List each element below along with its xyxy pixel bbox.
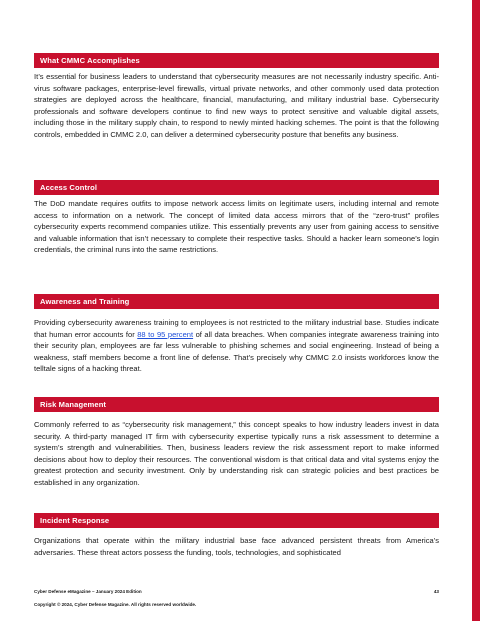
section-body-access-control: The DoD mandate requires outfits to impose network access limits on legitimate users, including internal and remote access to information on a network. The concept of limited data access mirrors that of the “zero-trust” profiles cybersecurity experts recommend companies utilize. This essentially prevents any user from gaining access to sensitive and valuable information that isn’t necessary to complete their respective tasks. Should a hacker learn someone’s login credentials, the criminal runs into the same restrictions. xyxy=(34,199,439,255)
footer-edition-row xyxy=(34,589,439,594)
footer-page-number: 43 xyxy=(433,589,439,594)
breach-statistic-link[interactable]: 88 to 95 percent xyxy=(137,329,194,339)
section-body-incident: Organizations that operate within the military industrial base face advanced persistent threats from America’s adversaries. These threat actors possess the funding, tools, technologies, and sophisticated xyxy=(34,536,439,557)
section-body-cmmc: It’s essential for business leaders to understand that cybersecurity measures are not necessarily industry specific. Anti-virus software packages, enterprise-level firewalls, virtual private networks, and other commonly used data protection strategies are deployed across the healthcare, financial, manufacturing, and military industrial base. Cybersecurity professionals and software developers continue to find new ways to protect sensitive and valuable digital assets, including those in the military supply chain, to respond to newly minted hacking schemes. The point is that the following controls, embedded in CMMC 2.0, can deliver a determined cybersecurity posture that benefits any business. xyxy=(34,72,439,139)
awareness-text-after: of all data breaches. When companies integrate awareness training into their security plan, employees are far less vulnerable to phishing schemes and social engineering. Instead of being a weakness, staff members become a front line of defense. That’s precisely why CMMC 2.0 insists workforces know the telltale signs of a hacking threat. xyxy=(34,329,439,374)
section-body-awareness xyxy=(34,317,439,375)
footer-edition: Cyber Defense eMagazine – January 2024 Edition xyxy=(34,589,142,594)
section-heading-incident: Incident Response xyxy=(34,513,439,528)
section-body-risk: Commonly referred to as “cybersecurity risk management,” this concept speaks to how industry leaders invest in data security. A third-party managed IT firm with cybersecurity expertise typically runs a risk assessment to determine a system’s strength and vulnerabilities. Then, business leaders review the risk assessment report to make informed decisions about how to deploy their resources. The conventional wisdom is that critical data and vital systems enjoy the greatest protection and security investment. Only by understanding risk can strategic policies and best practices be established in any organization. xyxy=(34,420,439,487)
article-page xyxy=(34,0,439,621)
section-heading-risk: Risk Management xyxy=(34,397,439,412)
footer-copyright: Copyright © 2024, Cyber Defense Magazine. All rights reserved worldwide. xyxy=(34,602,197,607)
section-heading-access-control: Access Control xyxy=(34,180,439,195)
page-edge-bar xyxy=(472,0,480,621)
section-heading-awareness: Awareness and Training xyxy=(34,294,439,309)
awareness-text-before: Providing cybersecurity awareness training to employees is not restricted to the military industrial base. Studies indicate that human error accounts for xyxy=(34,318,439,339)
section-heading-cmmc: What CMMC Accomplishes xyxy=(34,53,439,68)
